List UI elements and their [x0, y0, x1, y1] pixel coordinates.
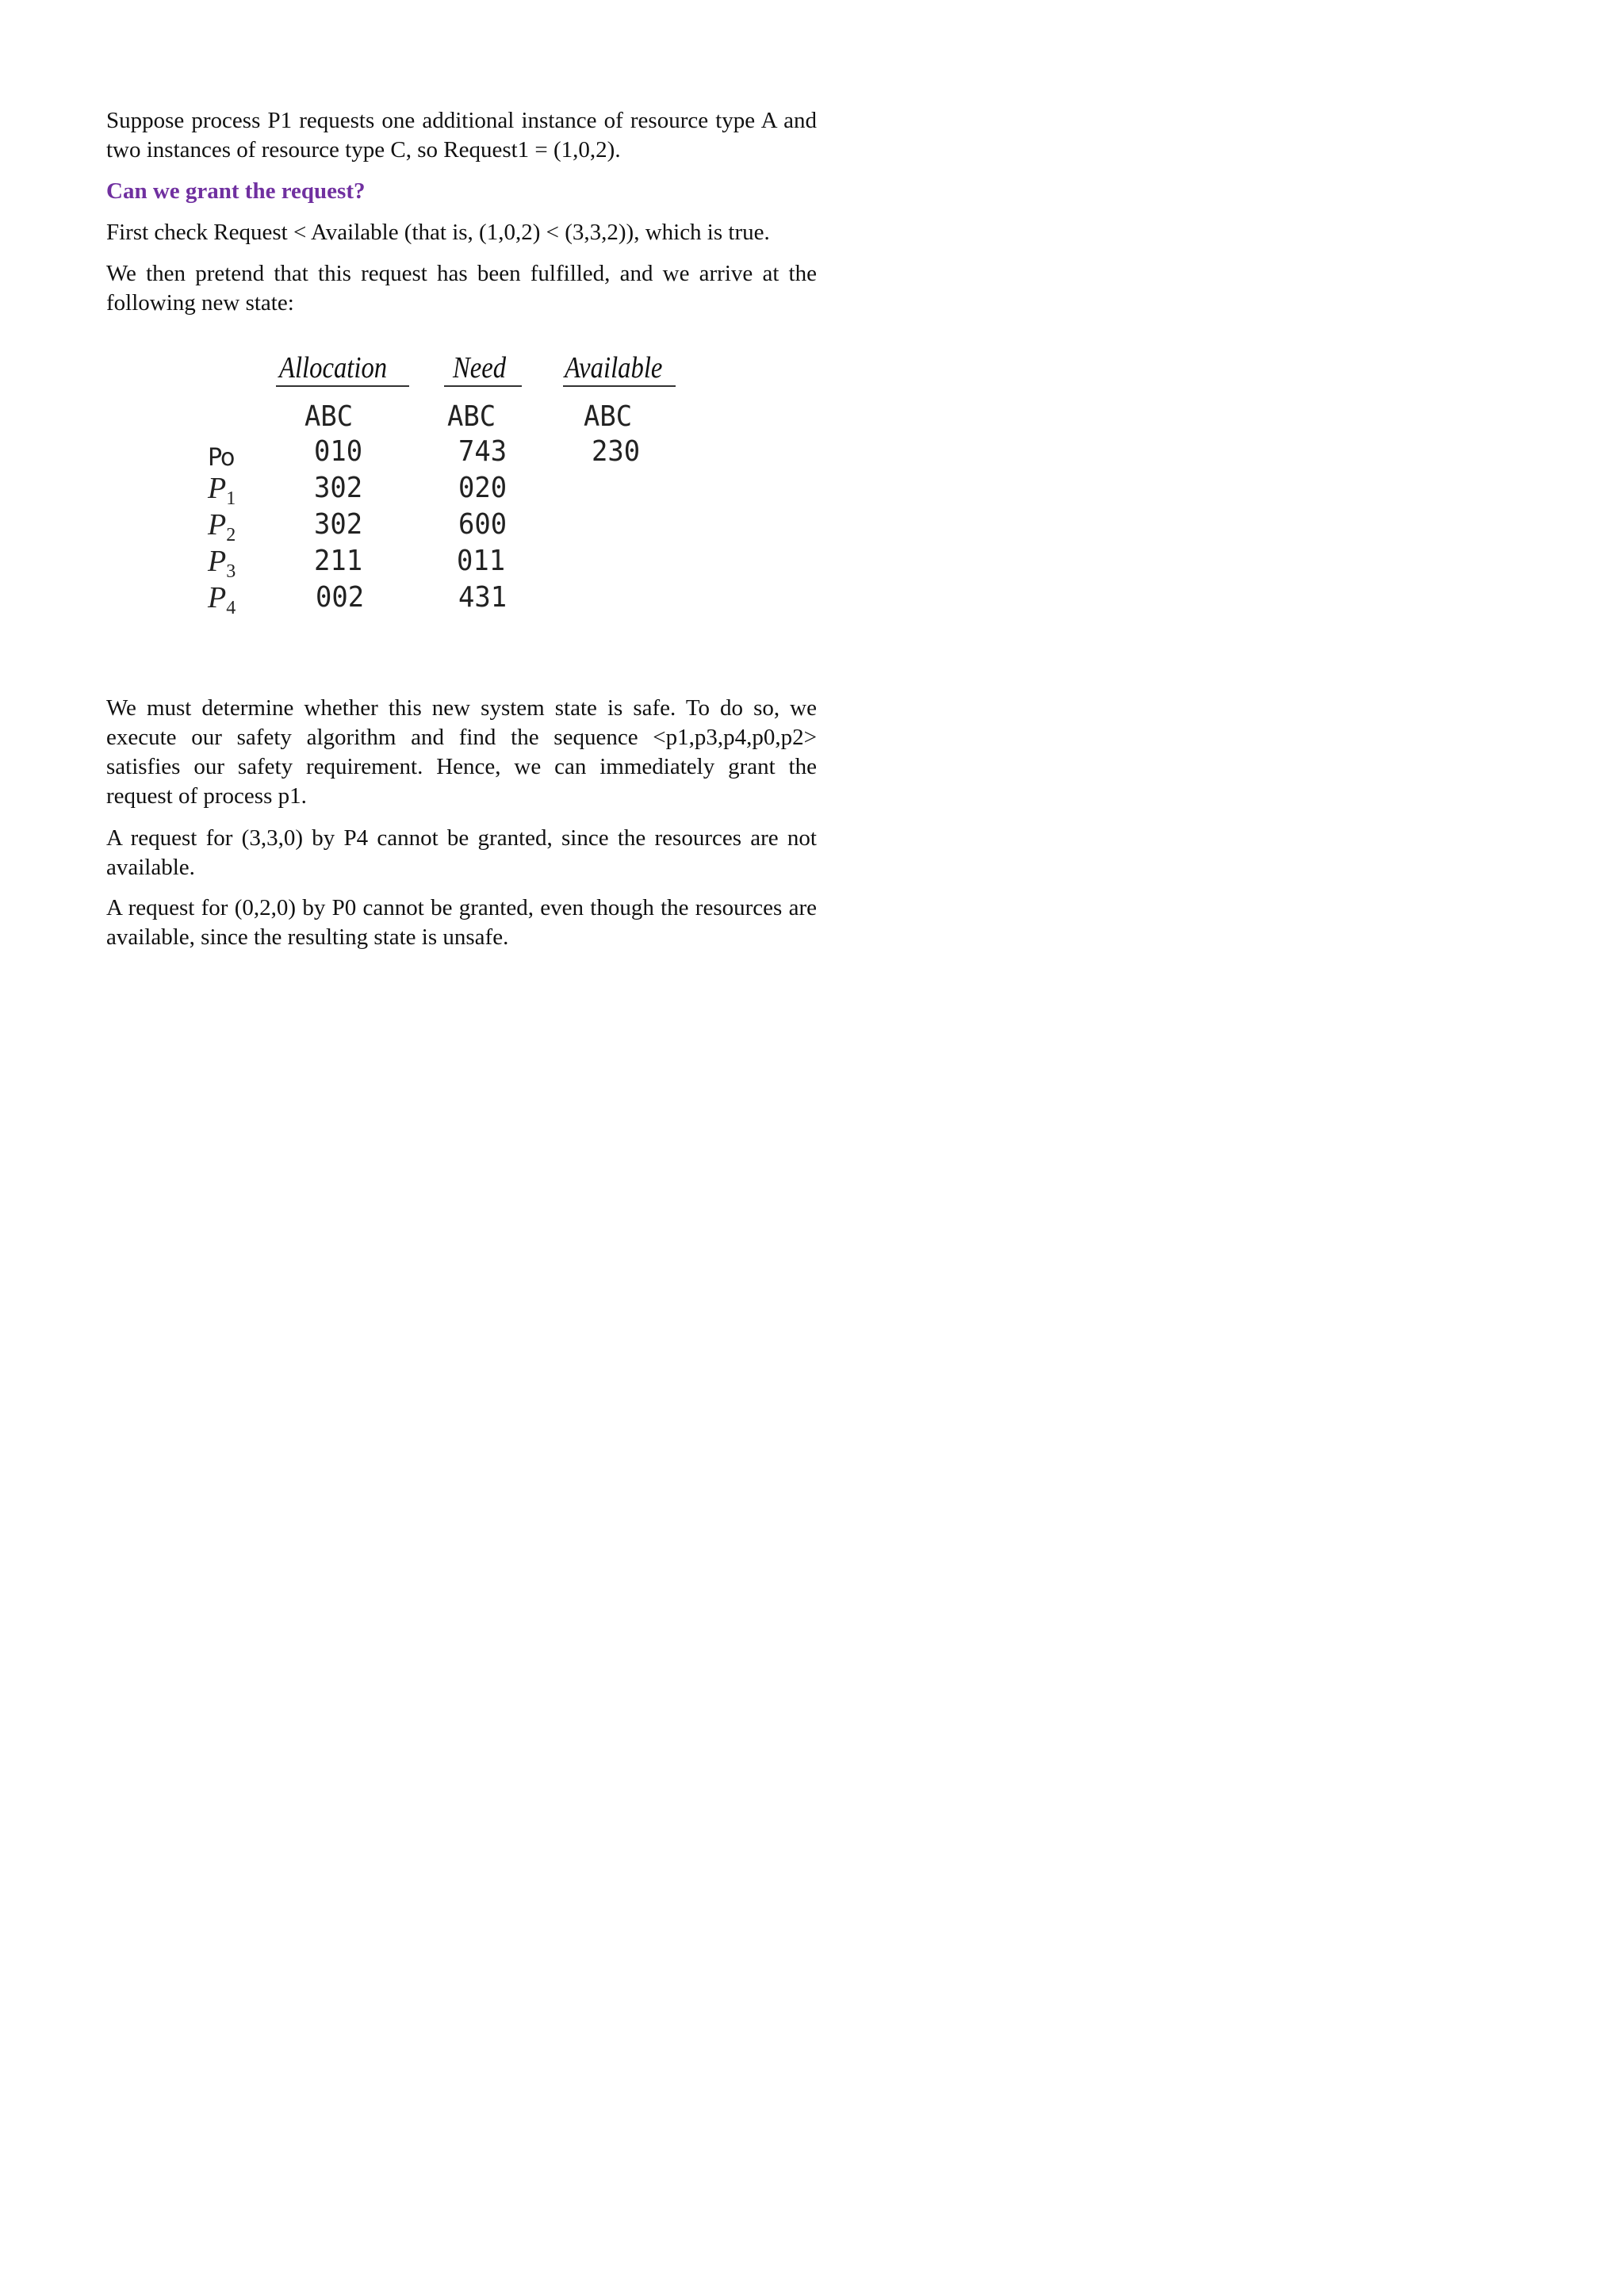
- available-cell: 230: [592, 435, 641, 468]
- safety-paragraph: We must determine whether this new system state is safe. To do so, we execute our safety algorithm and find the sequence <p1,p3,p4,p0,p2> satisfies our safety requirement. Hence, we can immediately grant the request of process p1.: [106, 695, 817, 809]
- allocation-cell: 002: [316, 581, 365, 614]
- need-underline: [444, 385, 522, 387]
- need-cell: 743: [458, 435, 508, 468]
- question-heading: Can we grant the request?: [106, 178, 366, 204]
- process-label-p2: $P_2$: [208, 508, 236, 545]
- process-label-p0: Po: [208, 444, 235, 472]
- document-page: [0, 0, 880, 1243]
- need-cell: 020: [458, 472, 508, 504]
- p0-request-paragraph: A request for (0,2,0) by P0 cannot be granted, even though the resources are available, since the resulting state is unsafe.: [106, 895, 817, 950]
- available-subheader: ABC: [584, 400, 633, 433]
- available-underline: [563, 385, 676, 387]
- intro-paragraph: Suppose process P1 requests one additional instance of resource type A and two instances of resource type C, so Request1 = (1,0,2).: [106, 108, 817, 163]
- allocation-underline: [276, 385, 409, 387]
- need-header: Need: [453, 351, 507, 385]
- process-label-p4: $P_4$: [208, 581, 236, 618]
- allocation-cell: 302: [314, 508, 363, 541]
- process-label-p3: $P_3$: [208, 545, 236, 582]
- p4-request-paragraph: A request for (3,3,0) by P4 cannot be granted, since the resources are not available.: [106, 825, 817, 880]
- available-header: Available: [565, 351, 663, 385]
- allocation-cell: 010: [314, 435, 363, 468]
- process-label-p1: $P_1$: [208, 472, 236, 509]
- allocation-cell: 302: [314, 472, 363, 504]
- need-cell: 600: [458, 508, 508, 541]
- resource-state-table: [0, 341, 880, 626]
- need-cell: 011: [457, 545, 506, 577]
- need-subheader: ABC: [447, 400, 496, 433]
- need-cell: 431: [458, 581, 508, 614]
- allocation-subheader: ABC: [304, 400, 354, 433]
- allocation-cell: 211: [314, 545, 363, 577]
- allocation-header: Allocation: [279, 351, 388, 385]
- pretend-paragraph: We then pretend that this request has been fulfilled, and we arrive at the following new state:: [106, 261, 817, 316]
- check-paragraph: First check Request < Available (that is, (1,0,2) < (3,3,2)), which is true.: [106, 220, 770, 245]
